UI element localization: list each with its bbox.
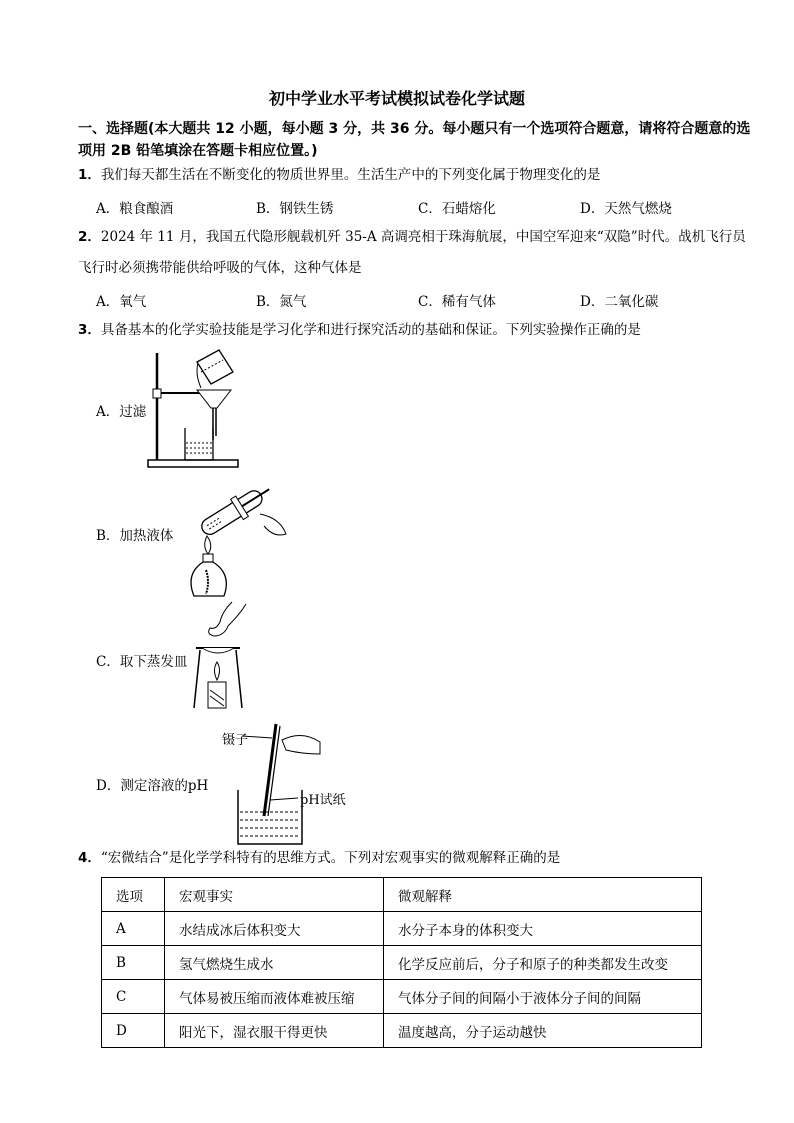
option-b[interactable]: B．钢铁生锈 bbox=[256, 201, 334, 217]
evaporating-dish-figure bbox=[192, 600, 252, 712]
table-cell: D bbox=[102, 1014, 165, 1048]
question-1 bbox=[78, 160, 758, 191]
table-row bbox=[102, 980, 702, 1014]
question-number: 2． bbox=[78, 229, 101, 245]
option-b[interactable]: B．氮气 bbox=[256, 294, 307, 310]
table-cell: 气体分子间的间隔小于液体分子间的间隔 bbox=[384, 980, 702, 1014]
question-stem: 具备基本的化学实验技能是学习化学和进行探究活动的基础和保证。下列实验操作正确的是 bbox=[100, 322, 641, 338]
table-cell: B bbox=[102, 946, 165, 980]
table-header: 宏观事实 bbox=[165, 878, 384, 912]
option-c[interactable]: C．稀有气体 bbox=[418, 294, 496, 310]
heating-liquid-figure bbox=[190, 478, 290, 606]
option-c[interactable]: C．取下蒸发皿 bbox=[96, 654, 188, 670]
question-number: 4． bbox=[78, 850, 101, 866]
table-cell: C bbox=[102, 980, 165, 1014]
page-title: 初中学业水平考试模拟试卷化学试题 bbox=[268, 89, 525, 108]
option-a[interactable]: A．过滤 bbox=[96, 404, 147, 420]
question-number: 3． bbox=[78, 322, 101, 338]
question-number: 1． bbox=[78, 167, 101, 183]
ph-test-figure bbox=[232, 720, 332, 848]
table-cell: 化学反应前后，分子和原子的种类都发生改变 bbox=[384, 946, 702, 980]
filtration-apparatus-figure bbox=[145, 348, 240, 470]
option-d[interactable]: D．二氧化碳 bbox=[580, 294, 659, 310]
option-d[interactable]: D．测定溶液的pH bbox=[96, 778, 209, 794]
table-cell: 氢气燃烧生成水 bbox=[165, 946, 384, 980]
question-stem: 2024 年 11 月，我国五代隐形舰载机歼 35-A 高调亮相于珠海航展，中国空军迎来“双隐”时代。战机飞行员飞行时必须携带能供给呼吸的气体，这种气体是 bbox=[78, 229, 746, 276]
table-cell: A bbox=[102, 912, 165, 946]
table-row bbox=[102, 1014, 702, 1048]
table-header: 微观解释 bbox=[384, 878, 702, 912]
tweezers-label: 镊子 bbox=[222, 733, 249, 748]
option-d[interactable]: D．天然气燃烧 bbox=[580, 201, 672, 217]
ph-paper-label: pH试纸 bbox=[300, 793, 346, 808]
facts-table bbox=[101, 877, 702, 1048]
option-b[interactable]: B．加热液体 bbox=[96, 528, 174, 544]
section-heading: 一、选择题(本大题共 12 小题，每小题 3 分，共 36 分。每小题只有一个选项符合题意，请将符合题意的选项用 2B 铅笔填涂在答题卡相应位置。) bbox=[78, 121, 751, 159]
question-4 bbox=[78, 843, 758, 874]
option-c[interactable]: C．石蜡熔化 bbox=[418, 201, 496, 217]
table-row bbox=[102, 912, 702, 946]
table-cell: 阳光下，湿衣服干得更快 bbox=[165, 1014, 384, 1048]
question-3 bbox=[78, 315, 758, 346]
question-stem: 我们每天都生活在不断变化的物质世界里。生活生产中的下列变化属于物理变化的是 bbox=[100, 167, 601, 183]
option-a[interactable]: A．氧气 bbox=[96, 294, 147, 310]
table-cell: 温度越高，分子运动越快 bbox=[384, 1014, 702, 1048]
table-cell: 水分子本身的体积变大 bbox=[384, 912, 702, 946]
table-cell: 气体易被压缩而液体难被压缩 bbox=[165, 980, 384, 1014]
table-cell: 水结成冰后体积变大 bbox=[165, 912, 384, 946]
table-header-row bbox=[102, 878, 702, 912]
option-a[interactable]: A．粮食酿酒 bbox=[96, 201, 174, 217]
question-stem: “宏微结合”是化学学科特有的思维方式。下列对宏观事实的微观解释正确的是 bbox=[100, 850, 561, 866]
question-2 bbox=[78, 222, 758, 284]
table-row bbox=[102, 946, 702, 980]
table-header: 选项 bbox=[102, 878, 165, 912]
